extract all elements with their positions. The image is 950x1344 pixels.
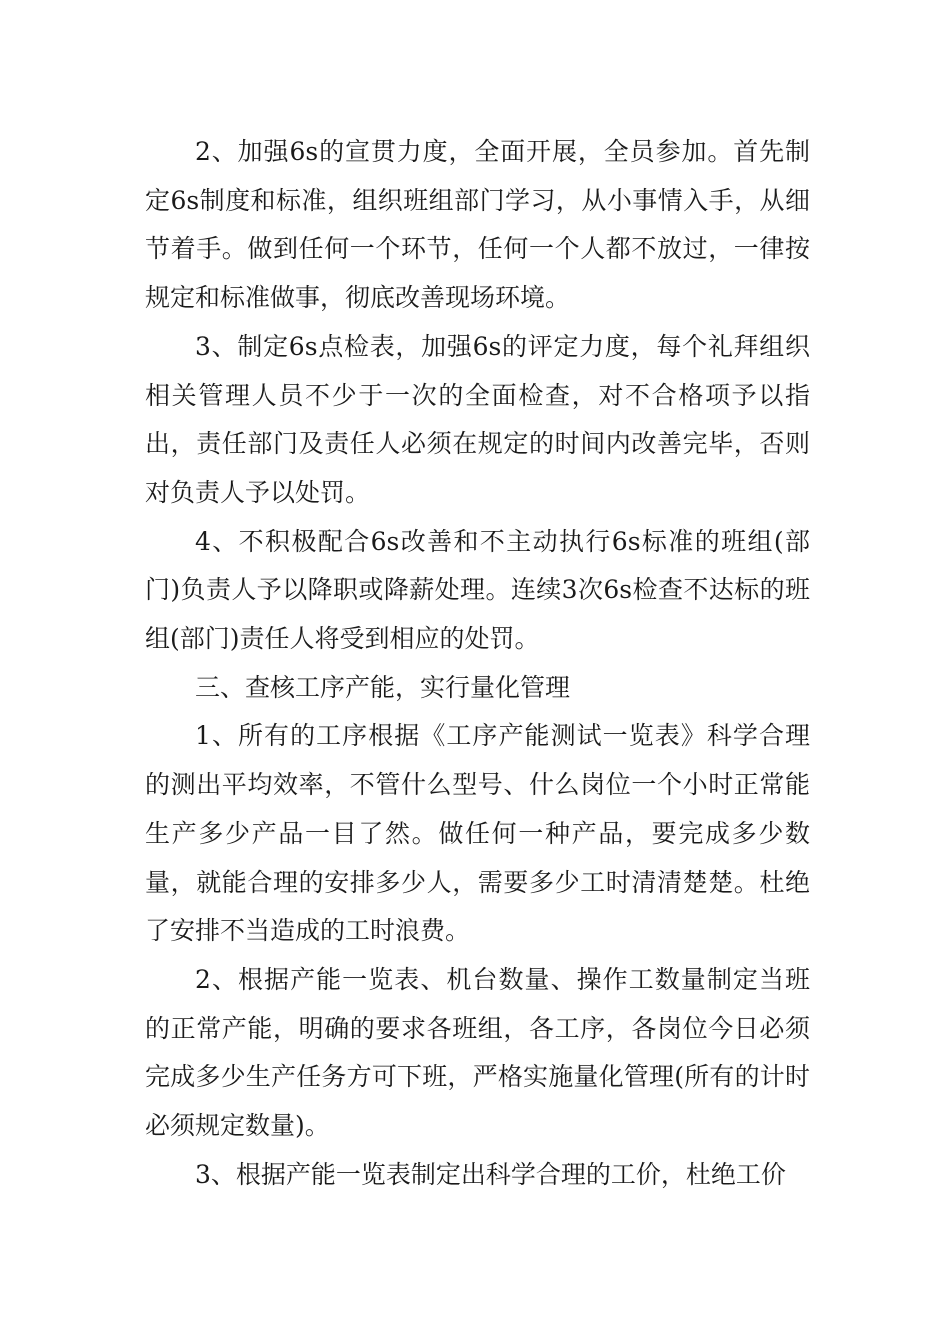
document-body [145,128,810,1199]
paragraph-6s-checklist: 3、制定6s点检表，加强6s的评定力度，每个礼拜组织相关管理人员不少于一次的全面检查，对不合格项予以指出，责任部门及责任人必须在规定的时间内改善完毕，否则对负责人予以处罚。 [145,331,810,507]
paragraph-wage-rate: 3、根据产能一览表制定出科学合理的工价，杜绝工价 [195,1159,786,1189]
paragraph-shift-capacity: 2、根据产能一览表、机台数量、操作工数量制定当班的正常产能，明确的要求各班组，各工序，各岗位今日必须完成多少生产任务方可下班，严格实施量化管理(所有的计时必须规定数量)。 [145,964,810,1141]
paragraph-capacity-test: 1、所有的工序根据《工序产能测试一览表》科学合理的测出平均效率，不管什么型号、什么岗位一个小时正常能生产多少产品一目了然。做任何一种产品，要完成多少数量，就能合理的安排多少人，需要多少工时清清楚楚。杜绝了安排不当造成的工时浪费。 [145,721,810,946]
section-heading-capacity: 三、查核工序产能，实行量化管理 [195,672,571,702]
paragraph-6s-promotion: 2、加强6s的宣贯力度，全面开展，全员参加。首先制定6s制度和标准，组织班组部门学习，从小事情入手，从细节着手。做到任何一个环节，任何一个人都不放过，一律按规定和标准做事，彻底改善现场环境。 [145,137,810,313]
paragraph-6s-penalty: 4、不积极配合6s改善和不主动执行6s标准的班组(部门)负责人予以降职或降薪处理。连续3次6s检查不达标的班组(部门)责任人将受到相应的处罚。 [145,526,810,654]
